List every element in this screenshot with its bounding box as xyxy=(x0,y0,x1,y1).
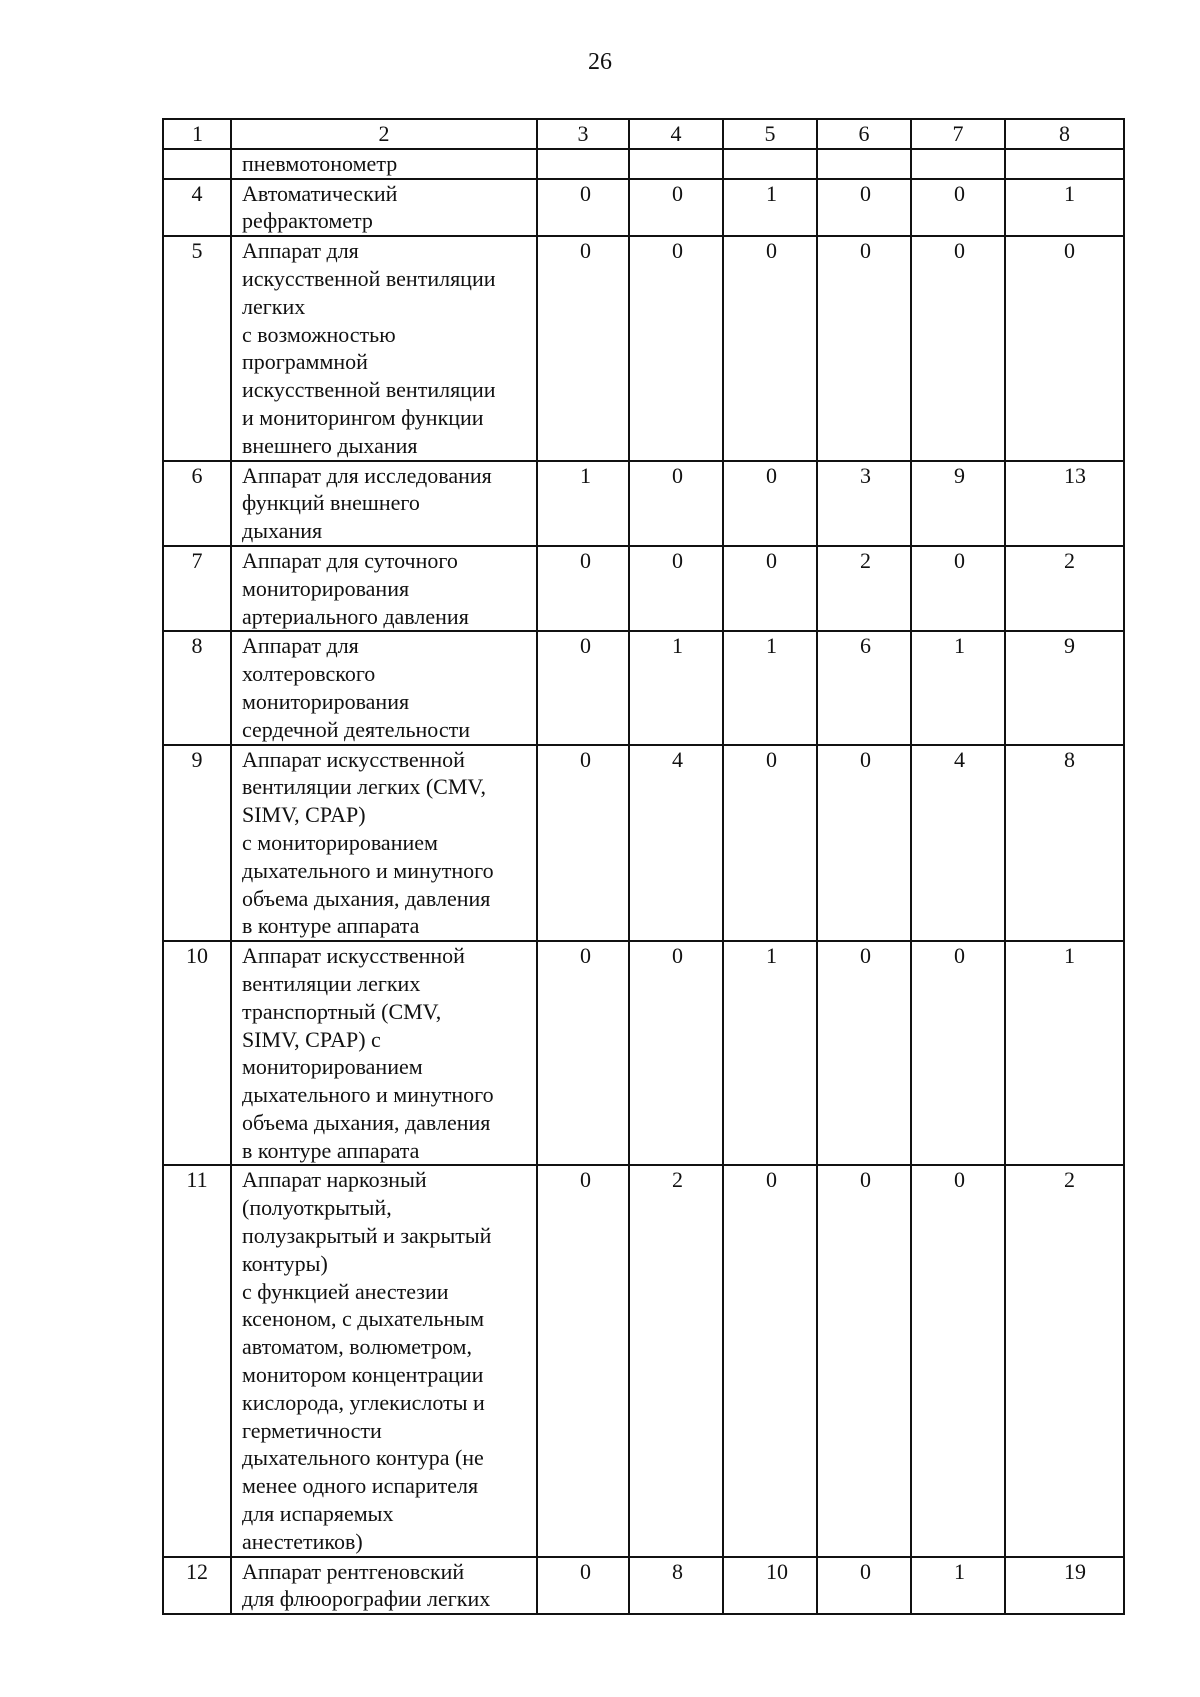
value-cell: 0 xyxy=(537,745,629,942)
value-cell: 0 xyxy=(537,179,629,237)
equipment-name-line: рефрактометр xyxy=(242,208,373,234)
equipment-name-line: внешнего дыхания xyxy=(242,432,418,458)
value-cell xyxy=(629,149,723,179)
value-cell: 0 xyxy=(537,631,629,744)
equipment-name-line: с мониторированием xyxy=(242,829,438,855)
table-body xyxy=(163,119,1124,1614)
equipment-name-line: Аппарат для суточного xyxy=(242,547,458,573)
equipment-name-line: автоматом, волюметром, xyxy=(242,1334,472,1360)
table-row xyxy=(163,179,1124,237)
equipment-name-line: и мониторингом функции xyxy=(242,404,484,430)
column-header: 1 xyxy=(163,119,231,149)
page-number: 26 xyxy=(588,49,612,75)
table-row xyxy=(163,745,1124,942)
value-cell: 0 xyxy=(817,1165,911,1556)
value-cell: 1 xyxy=(1005,179,1124,237)
equipment-name xyxy=(231,1165,537,1556)
value-cell: 0 xyxy=(911,179,1005,237)
value-cell xyxy=(817,149,911,179)
equipment-name xyxy=(231,745,537,942)
value-cell: 1 xyxy=(723,631,817,744)
value-cell: 0 xyxy=(817,745,911,942)
column-header: 4 xyxy=(629,119,723,149)
row-number: 4 xyxy=(163,179,231,237)
value-cell: 1 xyxy=(911,631,1005,744)
table-row xyxy=(163,236,1124,460)
equipment-name-line: пневмотонометр xyxy=(242,150,398,176)
equipment-name-line: Автоматический xyxy=(242,180,398,206)
equipment-name-line: Аппарат искусственной xyxy=(242,746,465,772)
table-row xyxy=(163,1557,1124,1615)
value-cell: 0 xyxy=(1005,236,1124,460)
equipment-name xyxy=(231,149,537,179)
equipment-name-line: искусственной вентиляции xyxy=(242,265,496,291)
equipment-name-line: ксеноном, с дыхательным xyxy=(242,1306,484,1332)
equipment-name-line: анестетиков) xyxy=(242,1528,363,1554)
value-cell xyxy=(723,149,817,179)
equipment-name-line: для флюорографии легких xyxy=(242,1586,491,1612)
equipment-name-line: кислорода, углекислоты и xyxy=(242,1389,485,1415)
equipment-name xyxy=(231,236,537,460)
value-cell: 2 xyxy=(1005,1165,1124,1556)
value-cell: 0 xyxy=(723,461,817,546)
value-cell: 0 xyxy=(537,1557,629,1615)
value-cell: 1 xyxy=(629,631,723,744)
equipment-name-line: Аппарат для xyxy=(242,238,359,264)
value-cell: 9 xyxy=(911,461,1005,546)
table-row xyxy=(163,546,1124,631)
equipment-name-line: Аппарат наркозный xyxy=(242,1167,427,1193)
equipment-name-line: в контуре аппарата xyxy=(242,913,420,939)
value-cell: 4 xyxy=(911,745,1005,942)
value-cell: 0 xyxy=(723,236,817,460)
equipment-name-line: холтеровского xyxy=(242,661,376,687)
value-cell: 0 xyxy=(911,941,1005,1165)
table-row xyxy=(163,941,1124,1165)
equipment-name-line: Аппарат искусственной xyxy=(242,943,465,969)
column-header: 5 xyxy=(723,119,817,149)
value-cell: 0 xyxy=(911,1165,1005,1556)
equipment-name-line: с функцией анестезии xyxy=(242,1278,449,1304)
value-cell: 2 xyxy=(629,1165,723,1556)
equipment-table xyxy=(162,118,1125,1615)
equipment-name-line: дыхательного и минутного xyxy=(242,857,494,883)
value-cell: 0 xyxy=(817,941,911,1165)
value-cell: 2 xyxy=(1005,546,1124,631)
value-cell: 0 xyxy=(723,745,817,942)
value-cell: 0 xyxy=(911,236,1005,460)
value-cell: 2 xyxy=(817,546,911,631)
equipment-name-line: полузакрытый и закрытый xyxy=(242,1223,492,1249)
equipment-name-line: вентиляции легких xyxy=(242,970,421,996)
value-cell: 0 xyxy=(629,461,723,546)
table-row xyxy=(163,461,1124,546)
equipment-name-line: мониторирования xyxy=(242,575,410,601)
equipment-name-line: программной xyxy=(242,349,368,375)
row-number: 11 xyxy=(163,1165,231,1556)
table-row xyxy=(163,631,1124,744)
value-cell: 8 xyxy=(1005,745,1124,942)
table-row xyxy=(163,149,1124,179)
equipment-name xyxy=(231,1557,537,1615)
row-number: 12 xyxy=(163,1557,231,1615)
value-cell: 0 xyxy=(911,546,1005,631)
column-header-row xyxy=(163,119,1124,149)
column-header: 3 xyxy=(537,119,629,149)
equipment-name-line: вентиляции легких (CMV, xyxy=(242,774,486,800)
value-cell: 0 xyxy=(723,1165,817,1556)
equipment-name-line: дыхательного контура (не xyxy=(242,1445,484,1471)
equipment-name-line: герметичности xyxy=(242,1417,382,1443)
row-number: 5 xyxy=(163,236,231,460)
equipment-name-line: Аппарат для xyxy=(242,633,359,659)
value-cell: 19 xyxy=(1005,1557,1124,1615)
equipment-name-line: в контуре аппарата xyxy=(242,1137,420,1163)
equipment-name-line: мониторирования xyxy=(242,688,410,714)
value-cell: 0 xyxy=(629,179,723,237)
column-header: 6 xyxy=(817,119,911,149)
value-cell: 1 xyxy=(911,1557,1005,1615)
equipment-name-line: монитором концентрации xyxy=(242,1362,484,1388)
value-cell xyxy=(911,149,1005,179)
equipment-name-line: транспортный (CMV, xyxy=(242,998,442,1024)
row-number: 6 xyxy=(163,461,231,546)
equipment-name-line: для испаряемых xyxy=(242,1501,394,1527)
value-cell: 10 xyxy=(723,1557,817,1615)
value-cell: 8 xyxy=(629,1557,723,1615)
value-cell: 0 xyxy=(629,941,723,1165)
equipment-name-line: объема дыхания, давления xyxy=(242,885,491,911)
value-cell: 1 xyxy=(723,941,817,1165)
equipment-name xyxy=(231,546,537,631)
value-cell: 13 xyxy=(1005,461,1124,546)
equipment-name-line: артериального давления xyxy=(242,603,469,629)
value-cell: 9 xyxy=(1005,631,1124,744)
equipment-name-line: дыхательного и минутного xyxy=(242,1082,494,1108)
equipment-name xyxy=(231,941,537,1165)
equipment-name xyxy=(231,461,537,546)
value-cell: 0 xyxy=(537,941,629,1165)
equipment-name-line: SIMV, CPAP) xyxy=(242,802,366,828)
equipment-name-line: контуры) xyxy=(242,1250,328,1276)
equipment-name xyxy=(231,631,537,744)
value-cell: 0 xyxy=(817,1557,911,1615)
value-cell: 1 xyxy=(537,461,629,546)
value-cell: 0 xyxy=(817,179,911,237)
value-cell: 0 xyxy=(537,236,629,460)
equipment-name xyxy=(231,179,537,237)
value-cell: 6 xyxy=(817,631,911,744)
value-cell: 1 xyxy=(1005,941,1124,1165)
equipment-name-line: искусственной вентиляции xyxy=(242,377,496,403)
value-cell: 0 xyxy=(723,546,817,631)
equipment-name-line: SIMV, CPAP) с xyxy=(242,1026,381,1052)
equipment-name-line: легких xyxy=(242,293,306,319)
equipment-name-line: Аппарат рентгеновский xyxy=(242,1558,465,1584)
equipment-name-line: дыхания xyxy=(242,518,323,544)
row-number xyxy=(163,149,231,179)
table-row xyxy=(163,1165,1124,1556)
column-header: 8 xyxy=(1005,119,1124,149)
column-header: 2 xyxy=(231,119,537,149)
value-cell: 4 xyxy=(629,745,723,942)
row-number: 10 xyxy=(163,941,231,1165)
equipment-name-line: функций внешнего xyxy=(242,490,420,516)
equipment-name-line: (полуоткрытый, xyxy=(242,1195,392,1221)
value-cell xyxy=(537,149,629,179)
value-cell xyxy=(1005,149,1124,179)
value-cell: 0 xyxy=(629,546,723,631)
equipment-name-line: сердечной деятельности xyxy=(242,716,470,742)
value-cell: 3 xyxy=(817,461,911,546)
equipment-name-line: объема дыхания, давления xyxy=(242,1109,491,1135)
row-number: 7 xyxy=(163,546,231,631)
equipment-name-line: с возможностью xyxy=(242,321,396,347)
value-cell: 1 xyxy=(723,179,817,237)
equipment-name-line: мониторированием xyxy=(242,1054,423,1080)
value-cell: 0 xyxy=(537,1165,629,1556)
value-cell: 0 xyxy=(817,236,911,460)
row-number: 9 xyxy=(163,745,231,942)
value-cell: 0 xyxy=(629,236,723,460)
equipment-name-line: Аппарат для исследования xyxy=(242,462,492,488)
column-header: 7 xyxy=(911,119,1005,149)
row-number: 8 xyxy=(163,631,231,744)
equipment-name-line: менее одного испарителя xyxy=(242,1473,479,1499)
value-cell: 0 xyxy=(537,546,629,631)
